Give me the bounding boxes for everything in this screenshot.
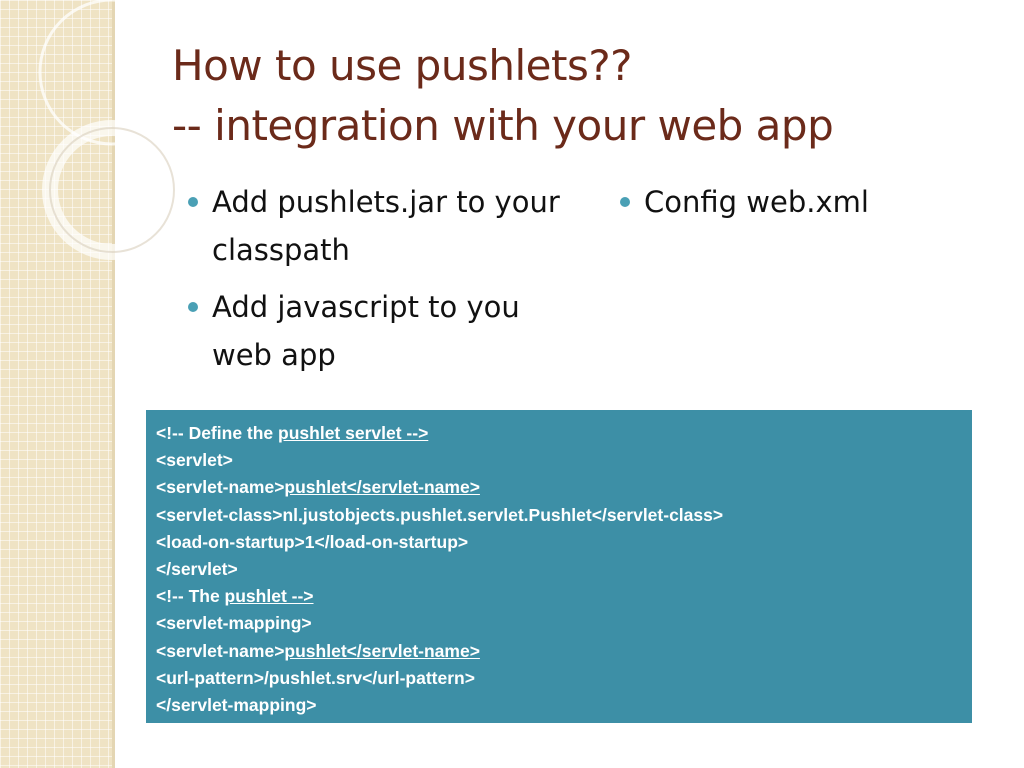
- bullet-item: Config web.xml: [620, 178, 960, 226]
- code-line: </servlet-mapping>: [156, 695, 317, 716]
- decorative-sidebar: [0, 0, 112, 768]
- sidebar-edge: [112, 0, 115, 768]
- bullet-item: Add pushlets.jar to your classpath: [188, 178, 568, 274]
- code-line: <url-pattern>/pushlet.srv</url-pattern>: [156, 667, 475, 688]
- bullet-item: Add javascript to you web app: [188, 283, 568, 379]
- code-line: <load-on-startup>1</load-on-startup>: [156, 531, 469, 552]
- bullet-list-right: [620, 178, 960, 235]
- code-link[interactable]: pushlet servlet -->: [278, 423, 429, 443]
- code-line: <!-- The pushlet -->: [156, 586, 314, 607]
- title-line-1: How to use pushlets??: [172, 41, 632, 90]
- code-line: <servlet-name>pushlet</servlet-name>: [156, 640, 480, 661]
- code-link[interactable]: pushlet</servlet-name>: [284, 640, 480, 661]
- code-line: <servlet-mapping>: [156, 613, 312, 634]
- code-line: <!-- Define the pushlet servlet -->: [156, 423, 429, 443]
- bullet-list-left: [188, 178, 568, 388]
- code-link[interactable]: pushlet</servlet-name>: [284, 477, 480, 498]
- slide-title: [172, 36, 833, 156]
- code-block: [146, 410, 972, 723]
- code-line: </servlet>: [156, 559, 238, 580]
- bullet-dot-icon: [188, 302, 198, 312]
- code-line: <servlet-name>pushlet</servlet-name>: [156, 477, 480, 498]
- bullet-dot-icon: [188, 197, 198, 207]
- code-link[interactable]: pushlet -->: [224, 586, 314, 607]
- code-line: <servlet>: [156, 450, 233, 471]
- title-line-2: -- integration with your web app: [172, 101, 834, 150]
- bullet-dot-icon: [620, 197, 630, 207]
- code-line: <servlet-class>nl.justobjects.pushlet.servlet.Pushlet</servlet-class>: [156, 504, 724, 525]
